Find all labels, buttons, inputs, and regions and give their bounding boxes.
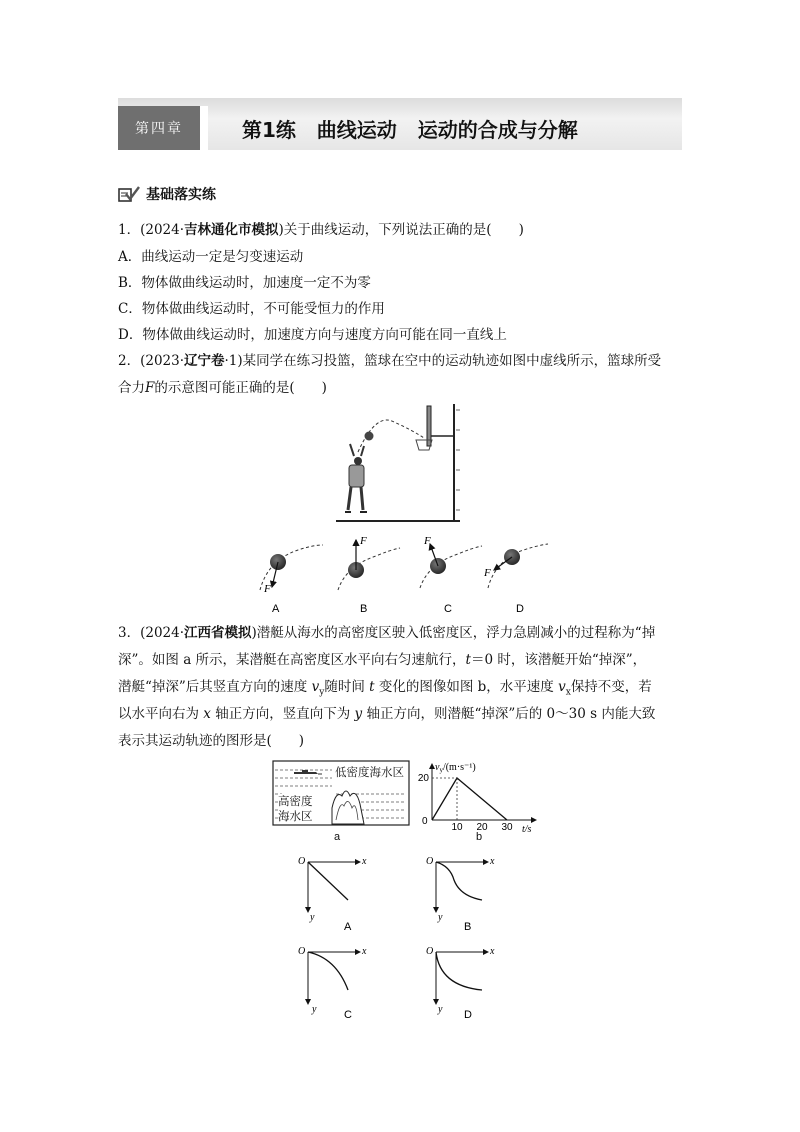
q3-stem-line1: 3．(2024·江西省模拟)潜艇从海水的高密度区驶入低密度区，浮力急剧减小的过程称为“掉 bbox=[118, 625, 656, 641]
x-tick-label: 30 bbox=[501, 822, 513, 833]
svg-text:O: O bbox=[426, 946, 434, 957]
svg-text:y: y bbox=[312, 1004, 317, 1015]
force-label-a: F bbox=[264, 583, 271, 595]
q2-stem-line2: 合力F的示意图可能正确的是( ) bbox=[118, 380, 327, 396]
figure-b-caption: b bbox=[476, 831, 483, 843]
trajectory-option-c bbox=[308, 952, 360, 1004]
q3-stem-line4: 以水平向右为 x 轴正方向，竖直向下为 y 轴正方向，则潜艇“掉深”后的 0～30 s 内能大致 bbox=[118, 706, 656, 722]
q1-option-b: B．物体做曲线运动时，加速度一定不为零 bbox=[118, 275, 371, 291]
header-divider bbox=[200, 106, 208, 150]
force-label-c: F bbox=[424, 535, 431, 547]
low-density-label: 低密度海水区 bbox=[335, 765, 404, 779]
trajectory-option-b bbox=[436, 862, 488, 912]
trajectory-label-a: A bbox=[344, 921, 352, 933]
q1-source: 吉林通化市模拟 bbox=[184, 222, 279, 238]
force-label-b: F bbox=[360, 535, 367, 547]
trajectory-label-c: C bbox=[344, 1009, 352, 1020]
y-tick-label: 20 bbox=[418, 773, 429, 784]
force-option-a-label: A bbox=[272, 603, 280, 615]
svg-text:O: O bbox=[298, 946, 306, 957]
svg-text:x: x bbox=[362, 946, 367, 957]
q2-source: 辽宁卷 bbox=[184, 353, 225, 369]
checklist-icon bbox=[118, 186, 140, 202]
x-tick-label: 20 bbox=[476, 822, 488, 833]
high-density-label: 高密度 海水区 bbox=[278, 794, 313, 823]
force-option-c-label: C bbox=[444, 603, 452, 615]
force-option-d-diagram bbox=[488, 544, 548, 588]
figure-a-caption: a bbox=[334, 831, 341, 843]
q1-option-c: C．物体做曲线运动时，不可能受恒力的作用 bbox=[118, 301, 385, 317]
force-option-c-diagram bbox=[420, 544, 482, 588]
force-options-figure bbox=[248, 530, 558, 616]
q1-option-d: D．物体做曲线运动时，加速度方向与速度方向可能在同一直线上 bbox=[118, 327, 507, 343]
section-title: 基础落实练 bbox=[146, 187, 216, 203]
svg-text:O: O bbox=[426, 856, 434, 867]
svg-text:O: O bbox=[298, 856, 306, 867]
x-axis-label: t/s bbox=[522, 824, 532, 835]
x-tick-label: 10 bbox=[451, 822, 463, 833]
q3-stem-line5: 表示其运动轨迹的图形是( ) bbox=[118, 733, 305, 749]
trajectory-options-figure bbox=[290, 850, 512, 1020]
y-axis-label: $v_y/(m\cdot s^{-1})$ bbox=[435, 762, 476, 774]
svg-text:x: x bbox=[362, 856, 367, 867]
svg-text:y: y bbox=[310, 912, 315, 923]
chapter-tab bbox=[118, 106, 200, 150]
q1-option-a: A．曲线运动一定是匀变速运动 bbox=[118, 249, 304, 265]
svg-text:y: y bbox=[438, 912, 443, 923]
lesson-title: 第1练 曲线运动 运动的合成与分解 bbox=[242, 118, 578, 142]
svg-text:x: x bbox=[490, 856, 495, 867]
vy-t-graph bbox=[418, 758, 540, 842]
force-option-b-diagram bbox=[338, 540, 400, 590]
trajectory-option-a bbox=[308, 862, 360, 912]
force-option-d-label: D bbox=[516, 603, 524, 615]
force-label-d: F bbox=[484, 567, 491, 579]
svg-text:x: x bbox=[490, 946, 495, 957]
svg-text:y: y bbox=[438, 1004, 443, 1015]
origin-label: 0 bbox=[422, 816, 428, 827]
trajectory-option-d bbox=[436, 952, 488, 1004]
force-option-b-label: B bbox=[360, 603, 368, 615]
q3-stem-line3: 潜艇“掉深”后其竖直方向的速度 $v_y$随时间 t 变化的图像如图 b，水平速度 $v_x$保持不变，若 bbox=[118, 679, 652, 698]
trajectory-label-d: D bbox=[464, 1009, 472, 1020]
chapter-label: 第四章 bbox=[135, 121, 183, 137]
trajectory-label-b: B bbox=[464, 921, 472, 933]
q1-stem: 1．(2024·吉林通化市模拟)关于曲线运动，下列说法正确的是( ) bbox=[118, 222, 524, 238]
q2-stem-line1: 2．(2023·辽宁卷·1)某同学在练习投篮，篮球在空中的运动轨迹如图中虚线所示，篮球所受 bbox=[118, 353, 662, 369]
q3-source: 江西省模拟 bbox=[184, 625, 252, 641]
q3-stem-line2: 深”。如图 a 所示，某潜艇在高密度区水平向右匀速航行，t＝0 时，该潜艇开始“掉深”， bbox=[118, 652, 647, 668]
basketball-scene-figure bbox=[336, 400, 460, 524]
vy-curve bbox=[432, 778, 507, 820]
